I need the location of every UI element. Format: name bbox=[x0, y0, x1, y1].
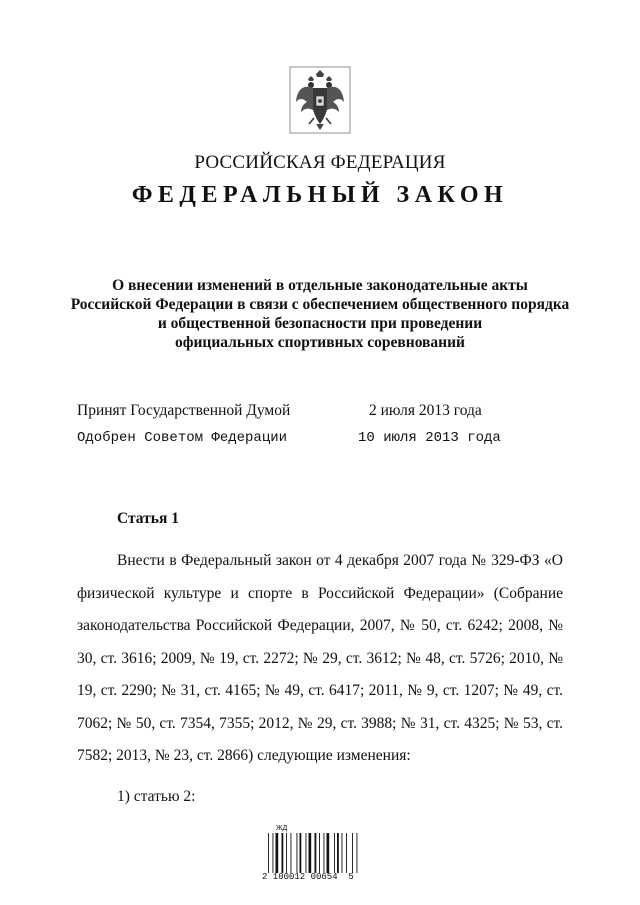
duma-adoption-label: Принят Государственной Думой bbox=[77, 402, 291, 419]
barcode bbox=[262, 825, 372, 885]
list-item: 1) статью 2: bbox=[117, 788, 196, 805]
article-paragraph: Внести в Федеральный закон от 4 декабря 2007 года № 329-ФЗ «О физической культуре и спорте в Российской Федерации» (Собрание законодательства Российской Федерации, 2007, № 50, ст. 6242; 2008, № 30, ст. 3616; 2009, № 19, ст. 2272; № 29, ст. 3612; № 48, ст. 5726; 2010, № 19, ст. 2290; № 31, ст. 4165; № 49, ст. 6417; 2011, № 9, ст. 1207; № 49, ст. 7062; № 50, ст. 7354, 7355; 2012, № 29, ст. 3988; № 31, ст. 4325; № 53, ст. 7582; 2013, № 23, ст. 2866) следующие изменения: bbox=[77, 552, 563, 764]
council-approval-label: Одобрен Советом Федерации bbox=[77, 430, 288, 446]
title-line: О внесении изменений в отдельные законодательные акты bbox=[112, 277, 528, 294]
article-heading: Статья 1 bbox=[117, 510, 179, 527]
barcode-mark: ЖД bbox=[276, 825, 288, 832]
title-line: и общественной безопасности при проведении bbox=[157, 315, 483, 332]
council-approval-date: 10 июля 2013 года bbox=[358, 430, 501, 446]
barcode-number: 2 100012 00654 5 bbox=[262, 872, 354, 882]
title-line: Российской Федерации в связи с обеспечением общественного порядка bbox=[70, 296, 570, 313]
coat-of-arms-icon bbox=[289, 66, 351, 134]
document-title bbox=[0, 276, 640, 352]
duma-adoption-date: 2 июля 2013 года bbox=[369, 402, 482, 419]
barcode-bars-icon bbox=[268, 833, 368, 875]
country-name: РОССИЙСКАЯ ФЕДЕРАЦИЯ bbox=[194, 152, 446, 173]
title-line: официальных спортивных соревнований bbox=[175, 334, 465, 351]
law-type-heading: ФЕДЕРАЛЬНЫЙ ЗАКОН bbox=[131, 182, 509, 208]
